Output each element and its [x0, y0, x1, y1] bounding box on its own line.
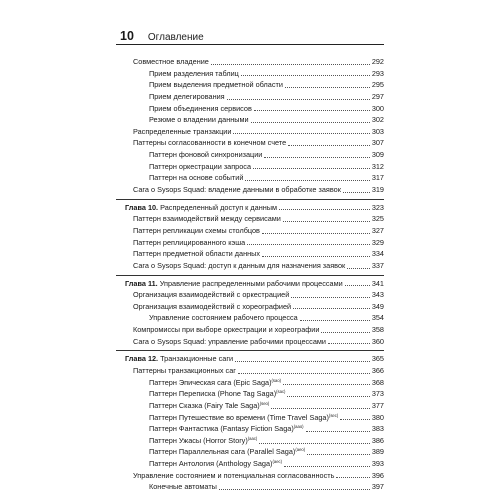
toc-entry-title: Совместное владение	[133, 56, 209, 66]
toc-entry[interactable]	[116, 103, 384, 115]
toc-entry-label	[125, 202, 277, 214]
toc-page-number: 368	[371, 377, 384, 387]
toc-entry-title: Резюме о владении данными	[149, 115, 249, 125]
chapter-separator	[116, 199, 384, 200]
dot-leader	[307, 454, 370, 455]
toc-page-number: 397	[371, 482, 384, 492]
toc-entry-label	[149, 161, 251, 173]
toc-entry-label	[133, 237, 245, 249]
toc-entry[interactable]	[116, 458, 384, 470]
dot-leader	[284, 466, 370, 467]
toc-entry-title: Конечные автоматы	[149, 482, 217, 492]
toc-entry-superscript: (sec)	[328, 412, 339, 418]
dot-leader	[259, 443, 370, 444]
dot-leader	[347, 268, 370, 269]
toc-entry-title: Управление распределенными рабочими процессами	[159, 278, 343, 288]
toc-entry-label	[149, 68, 239, 80]
toc-page-number: 383	[371, 424, 384, 434]
dot-leader	[288, 145, 370, 146]
toc-entry[interactable]	[116, 56, 384, 68]
toc-page-number: 389	[371, 447, 384, 457]
dot-leader	[262, 256, 370, 257]
toc-entry-title: Организация взаимодействий с оркестрацией	[133, 290, 290, 300]
toc-entry-label	[149, 103, 252, 115]
toc-entry-title: Паттерн Параллельная сага (Parallel Saga)	[149, 447, 296, 457]
toc-page-number: 360	[371, 336, 384, 346]
toc-page-number: 341	[371, 278, 384, 288]
toc-page-number: 349	[371, 301, 384, 311]
toc-entry[interactable]	[116, 114, 384, 126]
toc-page-number: 309	[371, 150, 384, 160]
toc-entry[interactable]	[116, 172, 384, 184]
toc-entry-label	[149, 312, 298, 324]
toc-entry[interactable]	[116, 289, 384, 301]
toc-entry-title: Паттерн Переписка (Phone Tag Saga)	[149, 389, 277, 399]
toc-entry[interactable]	[116, 213, 384, 225]
toc-entry-superscript: (seo)	[259, 400, 270, 406]
toc-entry-title: Управление состоянием и потенциальная согласованность	[133, 470, 335, 480]
dot-leader	[283, 384, 370, 385]
toc-entry-title: Паттерн Антология (Anthology Saga)	[149, 459, 273, 469]
dot-leader	[235, 361, 370, 362]
dot-leader	[251, 122, 370, 123]
toc-entry[interactable]	[116, 184, 384, 196]
toc-page-number: 358	[371, 325, 384, 335]
toc-entry-title: Паттерн на основе событий	[149, 173, 244, 183]
toc-entry[interactable]	[116, 149, 384, 161]
toc-entry-title: Паттерны согласованности в конечном счете	[133, 138, 287, 148]
dot-leader	[245, 180, 369, 181]
toc-entry-label	[133, 225, 260, 237]
toc-entry-label	[149, 149, 262, 161]
toc-page-number: 293	[371, 68, 384, 78]
dot-leader	[233, 133, 369, 134]
dot-leader	[287, 396, 369, 397]
toc-entry-label	[133, 289, 289, 301]
toc-entry-label	[133, 324, 319, 336]
toc-entry-label	[133, 336, 326, 348]
toc-page-number: 365	[371, 354, 384, 364]
toc-entry-title: Паттерн реплицированного кэша	[133, 237, 246, 247]
dot-leader	[271, 408, 370, 409]
toc-entry-label	[149, 91, 225, 103]
toc-entry-superscript: (aeo)	[295, 447, 306, 453]
toc-page-number: 295	[371, 80, 384, 90]
toc-entry-title: Сага о Sysops Squad: владение данными в обработке заявок	[133, 185, 341, 195]
toc-page-number: 380	[371, 412, 384, 422]
dot-leader	[321, 332, 369, 333]
toc-chapter-entry[interactable]	[116, 278, 384, 290]
toc-entry-label	[133, 126, 231, 138]
header-rule	[116, 44, 384, 45]
toc-entry-label	[149, 79, 283, 91]
toc-page-number: 319	[371, 185, 384, 195]
toc-entry-title: Паттерн оркестрации запроса	[149, 161, 252, 171]
toc-page-number: 377	[371, 400, 384, 410]
chapter-number: Глава 11.	[125, 278, 158, 288]
toc-entry-title: Паттерн репликации схемы столбцов	[133, 225, 260, 235]
toc-entry[interactable]	[116, 237, 384, 249]
dot-leader	[264, 157, 369, 158]
toc-page-number: 312	[371, 161, 384, 171]
chapter-separator	[116, 350, 384, 351]
dot-leader	[340, 419, 370, 420]
toc-entry-label	[133, 260, 345, 272]
toc-entry-title: Паттерны транзакционных саг	[133, 366, 236, 375]
toc-entry-title: Паттерн взаимодействий между сервисами	[133, 214, 281, 224]
toc-entry-superscript: (sac)	[276, 389, 286, 395]
toc-entry-title: Распределенный доступ к данным	[160, 202, 278, 212]
dot-leader	[238, 373, 370, 374]
dot-leader	[283, 221, 370, 222]
toc-entry-label	[133, 248, 260, 260]
toc-entry[interactable]	[116, 225, 384, 237]
dot-leader	[285, 87, 370, 88]
toc-entry[interactable]	[116, 260, 384, 272]
toc-entry-label	[133, 184, 341, 196]
dot-leader	[247, 244, 370, 245]
dot-leader	[219, 489, 370, 490]
dot-leader	[211, 64, 370, 65]
toc-entry-superscript: (aac)	[247, 435, 258, 441]
toc-entry-title: Распределенные транзакции	[133, 126, 232, 136]
dot-leader	[293, 308, 370, 309]
toc-entry-title: Паттерн Путешествие во времени (Time Travel Saga)	[149, 412, 329, 422]
toc-entry[interactable]	[116, 481, 384, 493]
toc-entry[interactable]	[116, 79, 384, 91]
toc-entry-title: Паттерн Сказка (Fairy Tale Saga)	[149, 400, 260, 410]
toc-entry-label	[149, 172, 243, 184]
toc-entry-label	[149, 114, 249, 126]
toc-page-number: 329	[371, 237, 384, 247]
toc-page-number: 303	[371, 126, 384, 136]
toc-entry-title: Паттерн Эпическая сага (Epic Saga)	[149, 377, 272, 387]
dot-leader	[291, 297, 370, 298]
toc-entry-label	[149, 456, 282, 470]
toc-entry-superscript: (sao)	[271, 377, 282, 383]
dot-leader	[262, 233, 370, 234]
toc-page-number: 334	[371, 249, 384, 259]
toc-entry-title: Транзакционные саги	[160, 354, 234, 364]
toc-entry-title: Компромиссы при выборе оркестрации и хореографии	[133, 325, 320, 335]
toc-page-number: 325	[371, 214, 384, 224]
running-title: Оглавление	[147, 32, 204, 43]
toc-entry-label	[133, 137, 286, 149]
dot-leader	[328, 343, 370, 344]
toc-chapter-entry[interactable]	[116, 353, 384, 365]
toc-entry-label	[133, 301, 291, 313]
dot-leader	[227, 99, 370, 100]
dot-leader	[306, 431, 370, 432]
toc-entry-label	[133, 213, 281, 225]
toc-entry-title: Управление состоянием рабочего процесса	[149, 313, 298, 323]
dot-leader	[336, 477, 369, 478]
toc-entry-label	[125, 353, 233, 365]
toc-entry[interactable]	[116, 470, 384, 482]
toc-entry-title: Прием объединения сервисов	[149, 103, 252, 113]
toc-entry[interactable]	[116, 312, 384, 324]
toc-entry-label	[149, 481, 217, 493]
toc-page-number: 373	[371, 389, 384, 399]
toc-entry-title: Паттерн предметной области данных	[133, 249, 261, 259]
toc-entry[interactable]	[116, 161, 384, 173]
toc-entry-title: Прием делегирования	[149, 91, 225, 101]
dot-leader	[279, 209, 370, 210]
toc-page-number: 393	[371, 459, 384, 469]
toc-entry-title: Сага о Sysops Squad: управление рабочими процессами	[133, 336, 326, 346]
toc-page-number: 337	[371, 260, 384, 270]
toc-page-number: 297	[371, 91, 384, 101]
toc-page-number: 302	[371, 115, 384, 125]
toc-page-number: 300	[371, 103, 384, 113]
toc-entry-title: Паттерн Фантастика (Fantasy Fiction Saga)	[149, 424, 294, 434]
toc-page-number: 386	[371, 435, 384, 445]
dot-leader	[253, 168, 370, 169]
toc-entry[interactable]	[116, 137, 384, 149]
toc-entry[interactable]	[116, 324, 384, 336]
toc-entry[interactable]	[116, 91, 384, 103]
toc-entry-title: Организация взаимодействий с хореографией	[133, 301, 292, 311]
toc-entry-label	[125, 278, 343, 290]
dot-leader	[345, 285, 370, 286]
dot-leader	[343, 192, 370, 193]
toc-page-number: 343	[371, 290, 384, 300]
toc-page-number: 292	[371, 56, 384, 66]
page-number: 10	[120, 29, 134, 43]
toc-entry-title: Паттерн Ужасы (Horror Story)	[149, 435, 248, 445]
toc-entry-title: Прием разделения таблиц	[149, 68, 239, 78]
toc-entry-title: Сага о Sysops Squad: доступ к данным для назначения заявок	[133, 260, 346, 270]
page-header	[120, 29, 204, 43]
toc-entry[interactable]	[116, 336, 384, 348]
dot-leader	[254, 110, 370, 111]
table-of-contents	[116, 56, 384, 493]
toc-chapter-entry[interactable]	[116, 202, 384, 214]
toc-entry-title: Паттерн фоновой синхронизации	[149, 150, 263, 160]
toc-page-number: 307	[371, 138, 384, 148]
toc-entry-superscript: (aec)	[272, 459, 283, 465]
toc-entry-label	[133, 470, 334, 482]
toc-entry[interactable]	[116, 126, 384, 138]
toc-entry[interactable]	[116, 248, 384, 260]
toc-page-number: 323	[371, 202, 384, 212]
toc-page-number: 317	[371, 173, 384, 183]
toc-entry-title: Прием выделения предметной области	[149, 80, 283, 90]
chapter-separator	[116, 275, 384, 276]
dot-leader	[300, 320, 370, 321]
toc-page-number: 366	[371, 366, 384, 375]
chapter-number: Глава 12.	[125, 354, 159, 364]
toc-page-number: 354	[371, 313, 384, 323]
toc-entry-superscript: (aao)	[293, 424, 304, 430]
toc-page-number: 327	[371, 225, 384, 235]
dot-leader	[241, 75, 370, 76]
toc-page-number: 396	[371, 470, 384, 480]
toc-entry[interactable]	[116, 68, 384, 80]
toc-entry-label	[133, 56, 209, 68]
chapter-number: Глава 10.	[125, 202, 159, 212]
toc-entry[interactable]	[116, 301, 384, 313]
